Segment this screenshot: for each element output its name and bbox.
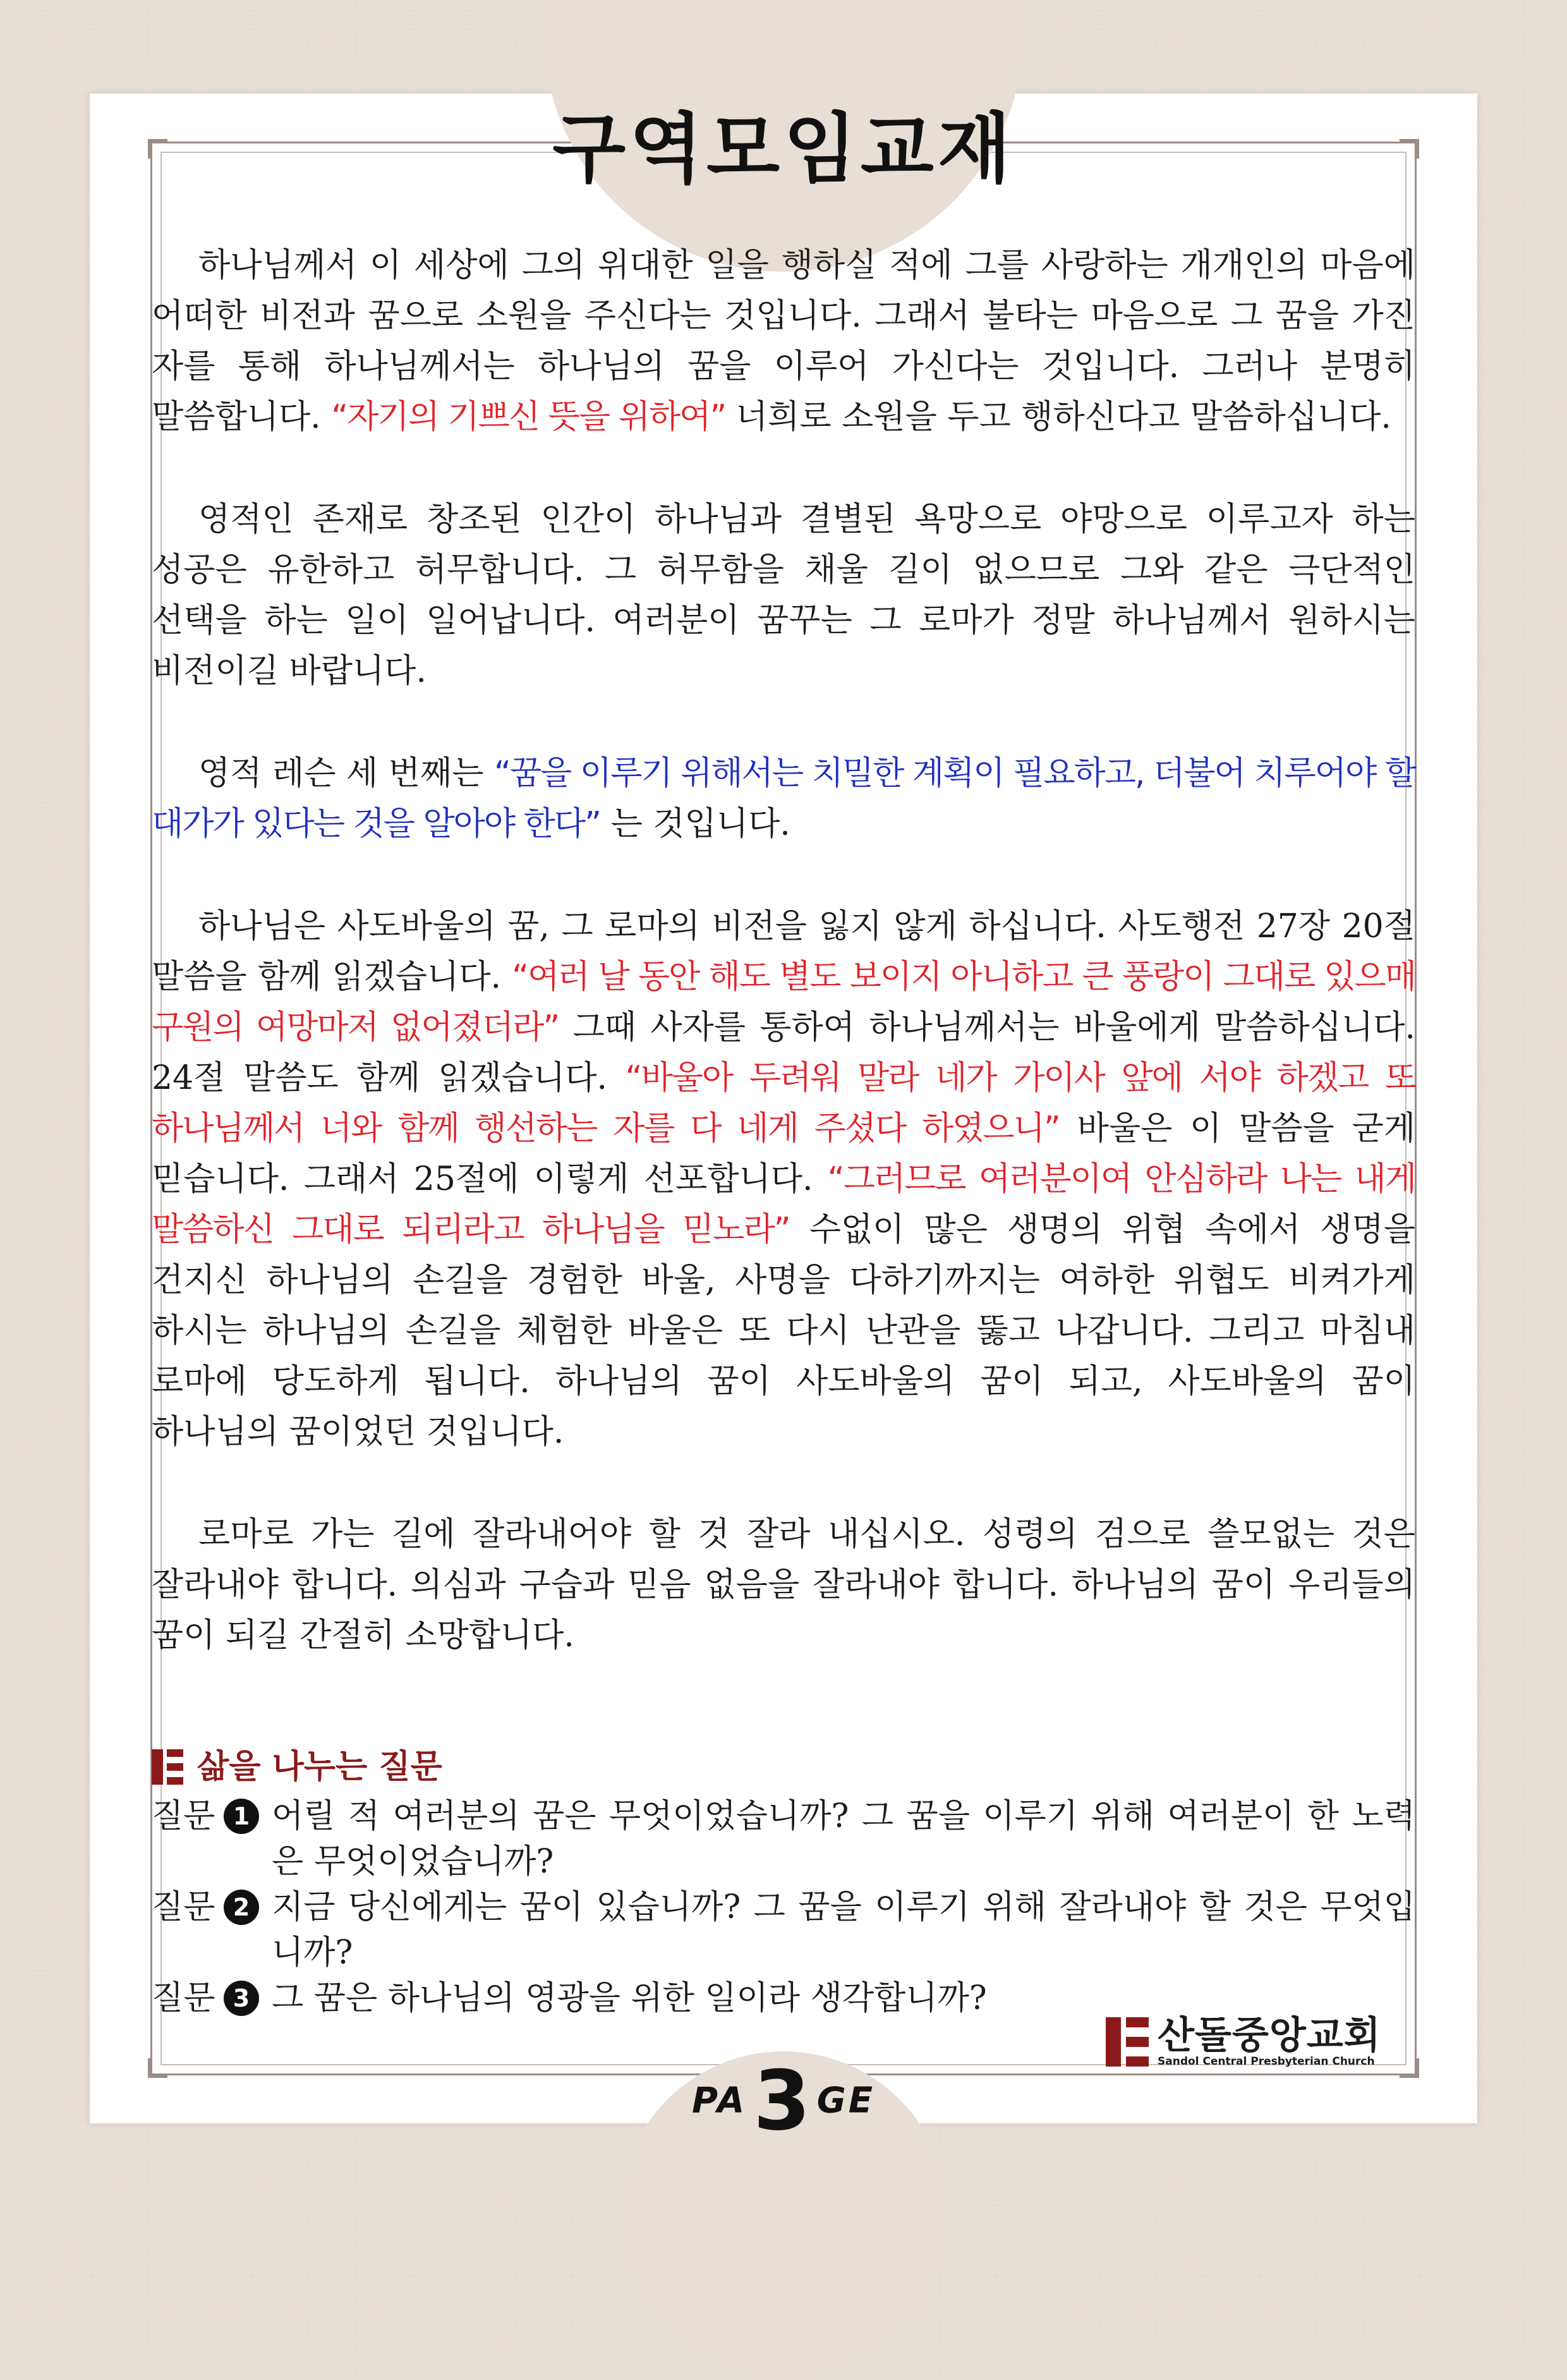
question-item: 질문 1 어릴 적 여러분의 꿈은 무엇이었습니까? 그 꿈을 이루기 위해 여러분이 한 노력은 무엇이었습니까? — [152, 1797, 1415, 1881]
highlight-quote: “꿈을 이루기 위해서는 치밀한 계획이 필요하고, 더불어 치루어야 할 대가가 있다는 것을 알아야 한다” — [152, 755, 1415, 843]
church-logo-icon — [152, 1749, 183, 1785]
scripture-quote: “그러므로 여러분이여 안심하라 나는 내게 말씀하신 그대로 되리라고 하나님을 믿노라” — [152, 1160, 1415, 1249]
paragraph-5: 로마로 가는 길에 잘라내어야 할 것 잘라 내십시오. 성령의 검으로 쓸모없는 것은 잘라내야 합니다. 의심과 구습과 믿음 없음을 잘라내야 합니다. 하나님의 꿈이 우리들의 꿈이 되길 간절히 소망합니다. — [152, 1515, 1415, 1654]
paragraph-1: 하나님께서 이 세상에 그의 위대한 일을 행하실 적에 그를 사랑하는 개개인의 마음에 어떠한 비전과 꿈으로 소원을 주신다는 것입니다. 그래서 불타는 마음으로 그 꿈을 가진 자를 통해 하나님께서는 하나님의 꿈을 이루어 가신다는 것입니다. 그러나 분명히 말씀합니다. “자기의 기쁘신 뜻을 위하여” 너희로 소원을 두고 행하신다고 말씀하십니다. — [152, 246, 1415, 436]
scripture-quote: “여러 날 동안 해도 별도 보이지 아니하고 큰 풍랑이 그대로 있으매 구원의 여망마저 없어졌더라” — [152, 958, 1415, 1047]
question-item: 질문 2 지금 당신에게는 꿈이 있습니까? 그 꿈을 이루기 위해 잘라내야 할 것은 무엇입니까? — [152, 1888, 1415, 1972]
paragraph-4: 하나님은 사도바울의 꿈, 그 로마의 비전을 잃지 않게 하십니다. 사도행전 27장 20절 말씀을 함께 읽겠습니다. “여러 날 동안 해도 별도 보이지 아니하고 큰 풍랑이 그대로 있으매 구원의 여망마저 없어졌더라” 그때 사자를 통하여 하나님께서는 바울에게 말씀하십니다. 24절 말씀도 함께 읽겠습니다. “바울아 두려워 말라 네가 가이사 앞에 서야 하겠고 또 하나님께서 너와 함께 행선하는 자를 다 네게 주셨다 하였으니” 바울은 이 말씀을 굳게 믿습니다. 그래서 25절에 이렇게 선포합니다. “그러므로 여러분이여 안심하라 나는 내게 말씀하신 그대로 되리라고 하나님을 믿노라” 수없이 많은 생명의 위협 속에서 생명을 건지신 하나님의 손길을 경험한 바울, 사명을 다하기까지는 여하한 위협도 비켜가게 하시는 하나님의 손길을 체험한 바울은 또 다시 난관을 뚫고 나갑니다. 그리고 마침내 로마에 당도하게 됩니다. 하나님의 꿈이 사도바울의 꿈이 되고, 사도바울의 꿈이 하나님의 꿈이었던 것입니다. — [152, 908, 1416, 1451]
number-2-icon: 2 — [224, 1890, 259, 1925]
page-number: PA3 GE — [692, 2053, 875, 2149]
paragraph-2: 영적인 존재로 창조된 인간이 하나님과 결별된 욕망으로 야망으로 이루고자 하는 성공은 유한하고 허무합니다. 그 허무함을 채울 길이 없으므로 그와 같은 극단적인 선택을 하는 일이 일어납니다. 여러분이 꿈꾸는 그 로마가 정말 하나님께서 원하시는 비전이길 바랍니다. — [152, 501, 1415, 690]
page-title: 구역모임교재 — [552, 106, 1015, 193]
body-text — [152, 240, 1415, 1713]
paragraph-3: 영적 레슨 세 번째는 “꿈을 이루기 위해서는 치밀한 계획이 필요하고, 더불어 치루어야 할 대가가 있다는 것을 알아야 한다” 는 것입니다. — [152, 755, 1415, 843]
question-item: 질문 3 그 꿈은 하나님의 영광을 위한 일이라 생각합니까? — [152, 1979, 987, 2017]
discussion-questions — [152, 1744, 1415, 2021]
number-1-icon: 1 — [224, 1799, 259, 1834]
highlight-quote: “자기의 기쁘신 뜻을 위하여” — [331, 398, 726, 436]
questions-heading: 삶을 나누는 질문 — [152, 1744, 1415, 1790]
scripture-quote: “바울아 두려워 말라 네가 가이사 앞에 서야 하겠고 또 하나님께서 너와 함께 행선하는 자를 다 네게 주셨다 하였으니” — [152, 1059, 1415, 1148]
church-name-english: Sandol Central Presbyterian Church — [1158, 2055, 1375, 2068]
church-name-korean: 산돌중앙교회 — [1158, 2013, 1381, 2058]
number-3-icon: 3 — [224, 1981, 259, 2016]
